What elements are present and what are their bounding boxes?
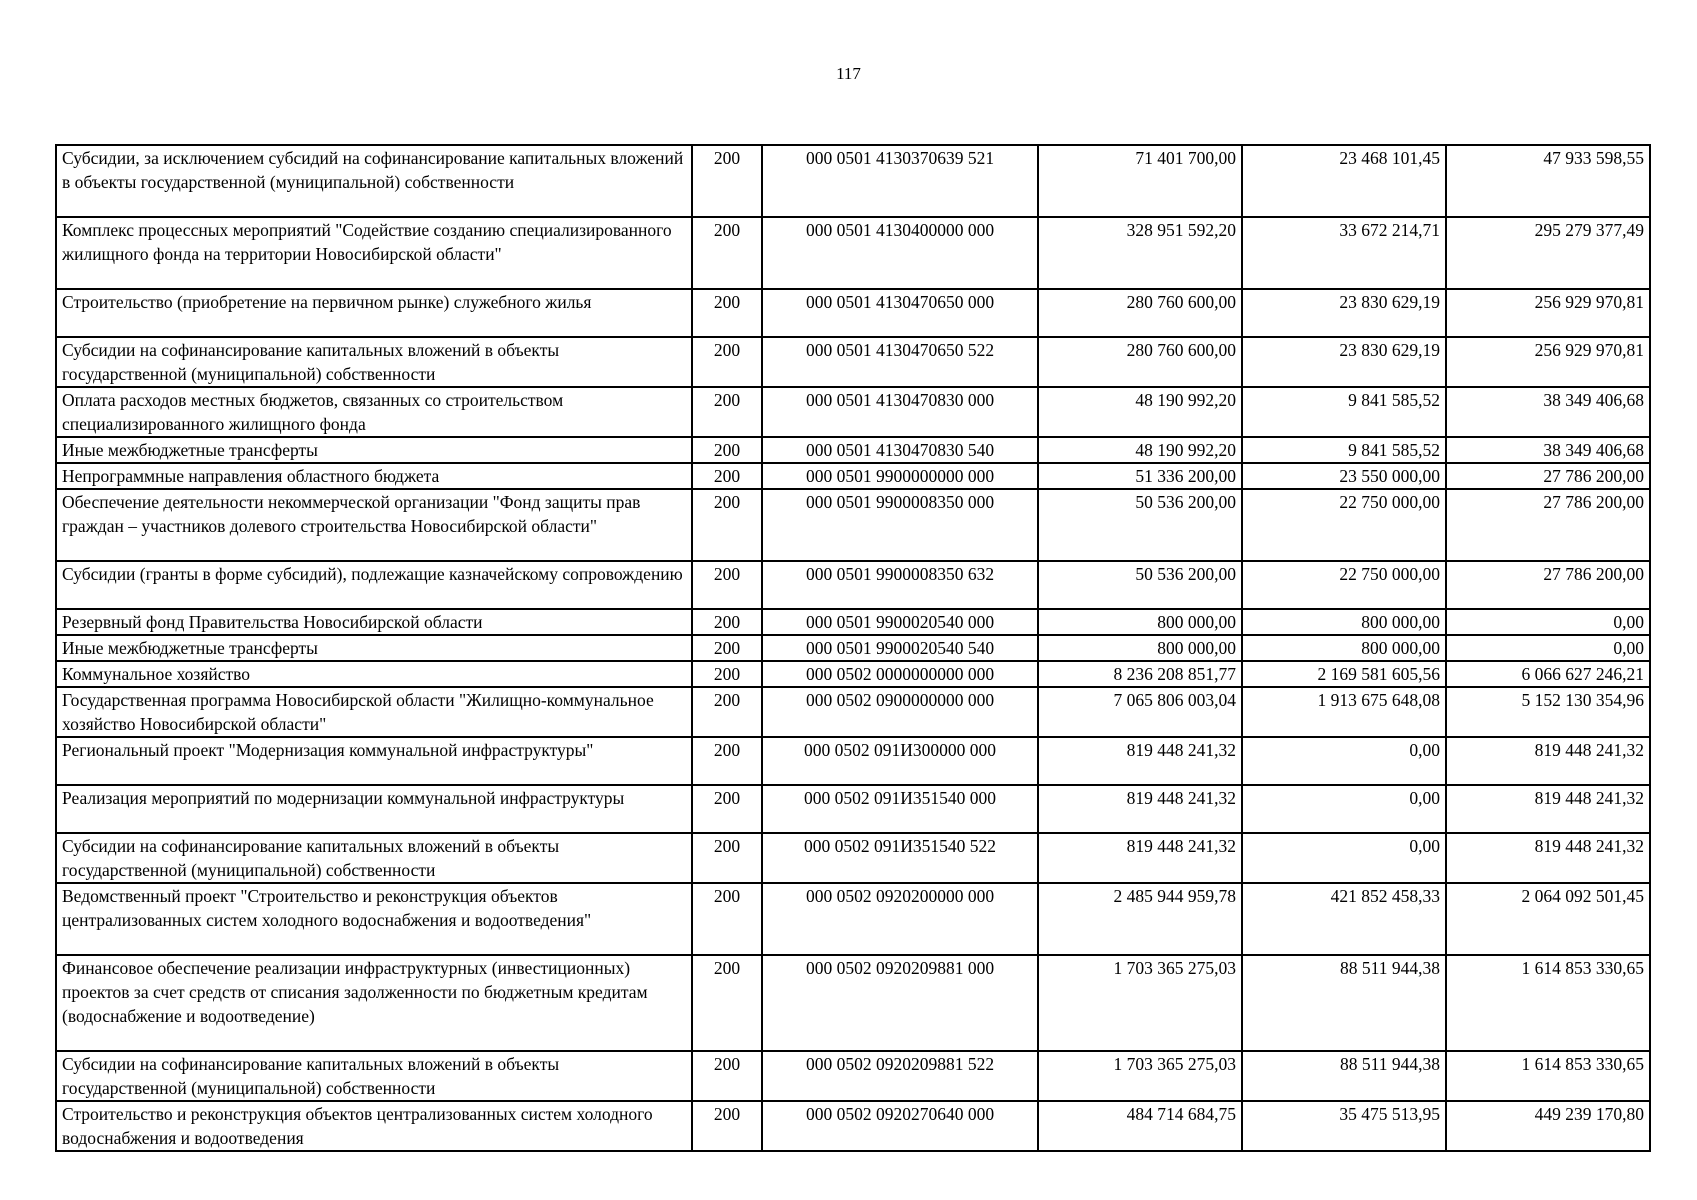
row-unexecuted-cell: 819 448 241,32 [1446,737,1650,785]
row-approved-cell: 50 536 200,00 [1038,489,1242,561]
row-code-cell: 200 [692,833,762,883]
row-approved-cell: 1 703 365 275,03 [1038,1051,1242,1101]
row-code-cell: 200 [692,785,762,833]
table-row [56,955,1650,1051]
row-classification-cell: 000 0501 9900000000 000 [762,463,1038,489]
row-code-cell: 200 [692,145,762,217]
row-name-cell: Резервный фонд Правительства Новосибирской области [56,609,692,635]
row-code-cell: 200 [692,1101,762,1151]
row-code-cell: 200 [692,561,762,609]
row-unexecuted-cell: 295 279 377,49 [1446,217,1650,289]
row-approved-cell: 280 760 600,00 [1038,289,1242,337]
budget-table-body [56,145,1650,1151]
row-code-cell: 200 [692,955,762,1051]
table-row [56,1101,1650,1151]
row-name-cell: Коммунальное хозяйство [56,661,692,687]
row-unexecuted-cell: 819 448 241,32 [1446,833,1650,883]
row-classification-cell: 000 0501 9900008350 000 [762,489,1038,561]
row-code-cell: 200 [692,737,762,785]
row-code-cell: 200 [692,687,762,737]
row-code-cell: 200 [692,289,762,337]
row-classification-cell: 000 0502 091И351540 522 [762,833,1038,883]
row-code-cell: 200 [692,463,762,489]
table-row [56,785,1650,833]
row-executed-cell: 9 841 585,52 [1242,387,1446,437]
row-classification-cell: 000 0502 0900000000 000 [762,687,1038,737]
row-unexecuted-cell: 38 349 406,68 [1446,437,1650,463]
row-unexecuted-cell: 2 064 092 501,45 [1446,883,1650,955]
row-classification-cell: 000 0502 0920200000 000 [762,883,1038,955]
table-row [56,661,1650,687]
row-approved-cell: 800 000,00 [1038,635,1242,661]
row-executed-cell: 35 475 513,95 [1242,1101,1446,1151]
table-row [56,561,1650,609]
row-approved-cell: 51 336 200,00 [1038,463,1242,489]
row-name-cell: Субсидии на софинансирование капитальных вложений в объекты государственной (муниципальной) собственности [56,833,692,883]
row-code-cell: 200 [692,1051,762,1101]
row-code-cell: 200 [692,635,762,661]
row-name-cell: Иные межбюджетные трансферты [56,635,692,661]
row-code-cell: 200 [692,609,762,635]
row-unexecuted-cell: 819 448 241,32 [1446,785,1650,833]
row-name-cell: Комплекс процессных мероприятий "Содействие созданию специализированного жилищного фонда на территории Новосибирской области" [56,217,692,289]
row-classification-cell: 000 0502 0920270640 000 [762,1101,1038,1151]
row-name-cell: Строительство и реконструкция объектов централизованных систем холодного водоснабжения и водоотведения [56,1101,692,1151]
row-unexecuted-cell: 1 614 853 330,65 [1446,955,1650,1051]
row-executed-cell: 800 000,00 [1242,609,1446,635]
table-row [56,337,1650,387]
row-name-cell: Обеспечение деятельности некоммерческой организации "Фонд защиты прав граждан – участников долевого строительства Новосибирской области" [56,489,692,561]
row-classification-cell: 000 0501 4130470650 000 [762,289,1038,337]
row-classification-cell: 000 0502 0920209881 000 [762,955,1038,1051]
row-approved-cell: 1 703 365 275,03 [1038,955,1242,1051]
row-executed-cell: 22 750 000,00 [1242,561,1446,609]
budget-table [55,144,1651,1152]
row-name-cell: Субсидии, за исключением субсидий на софинансирование капитальных вложений в объекты государственной (муниципальной) собственности [56,145,692,217]
row-approved-cell: 48 190 992,20 [1038,437,1242,463]
row-code-cell: 200 [692,489,762,561]
row-approved-cell: 819 448 241,32 [1038,785,1242,833]
row-name-cell: Финансовое обеспечение реализации инфраструктурных (инвестиционных) проектов за счет средств от списания задолженности по бюджетным кредитам (водоснабжение и водоотведение) [56,955,692,1051]
row-executed-cell: 33 672 214,71 [1242,217,1446,289]
table-row [56,635,1650,661]
row-name-cell: Непрограммные направления областного бюджета [56,463,692,489]
row-approved-cell: 280 760 600,00 [1038,337,1242,387]
table-row [56,437,1650,463]
row-unexecuted-cell: 256 929 970,81 [1446,337,1650,387]
row-executed-cell: 0,00 [1242,737,1446,785]
table-row [56,687,1650,737]
row-approved-cell: 2 485 944 959,78 [1038,883,1242,955]
table-row [56,463,1650,489]
row-name-cell: Строительство (приобретение на первичном рынке) служебного жилья [56,289,692,337]
row-unexecuted-cell: 27 786 200,00 [1446,463,1650,489]
table-row [56,289,1650,337]
row-classification-cell: 000 0502 091И300000 000 [762,737,1038,785]
row-executed-cell: 421 852 458,33 [1242,883,1446,955]
row-unexecuted-cell: 1 614 853 330,65 [1446,1051,1650,1101]
row-approved-cell: 484 714 684,75 [1038,1101,1242,1151]
row-unexecuted-cell: 0,00 [1446,635,1650,661]
row-classification-cell: 000 0501 9900008350 632 [762,561,1038,609]
row-classification-cell: 000 0501 9900020540 000 [762,609,1038,635]
row-approved-cell: 7 065 806 003,04 [1038,687,1242,737]
row-executed-cell: 22 750 000,00 [1242,489,1446,561]
row-unexecuted-cell: 47 933 598,55 [1446,145,1650,217]
table-row [56,489,1650,561]
row-classification-cell: 000 0501 4130400000 000 [762,217,1038,289]
row-unexecuted-cell: 449 239 170,80 [1446,1101,1650,1151]
row-code-cell: 200 [692,387,762,437]
row-executed-cell: 23 830 629,19 [1242,337,1446,387]
row-code-cell: 200 [692,437,762,463]
row-name-cell: Субсидии на софинансирование капитальных вложений в объекты государственной (муниципальной) собственности [56,337,692,387]
row-name-cell: Государственная программа Новосибирской области "Жилищно-коммунальное хозяйство Новосибирской области" [56,687,692,737]
row-executed-cell: 23 830 629,19 [1242,289,1446,337]
row-executed-cell: 2 169 581 605,56 [1242,661,1446,687]
row-unexecuted-cell: 256 929 970,81 [1446,289,1650,337]
row-name-cell: Ведомственный проект "Строительство и реконструкция объектов централизованных систем холодного водоснабжения и водоотведения" [56,883,692,955]
row-unexecuted-cell: 27 786 200,00 [1446,561,1650,609]
row-executed-cell: 0,00 [1242,785,1446,833]
row-name-cell: Субсидии (гранты в форме субсидий), подлежащие казначейскому сопровождению [56,561,692,609]
row-executed-cell: 23 550 000,00 [1242,463,1446,489]
row-unexecuted-cell: 27 786 200,00 [1446,489,1650,561]
table-row [56,145,1650,217]
row-code-cell: 200 [692,217,762,289]
row-executed-cell: 0,00 [1242,833,1446,883]
table-row [56,609,1650,635]
table-row [56,737,1650,785]
row-name-cell: Оплата расходов местных бюджетов, связанных со строительством специализированного жилищного фонда [56,387,692,437]
row-classification-cell: 000 0502 0920209881 522 [762,1051,1038,1101]
row-name-cell: Иные межбюджетные трансферты [56,437,692,463]
row-approved-cell: 819 448 241,32 [1038,737,1242,785]
row-classification-cell: 000 0501 9900020540 540 [762,635,1038,661]
table-row [56,1051,1650,1101]
table-row [56,883,1650,955]
row-classification-cell: 000 0501 4130470830 000 [762,387,1038,437]
row-name-cell: Реализация мероприятий по модернизации коммунальной инфраструктуры [56,785,692,833]
row-executed-cell: 23 468 101,45 [1242,145,1446,217]
row-name-cell: Субсидии на софинансирование капитальных вложений в объекты государственной (муниципальной) собственности [56,1051,692,1101]
row-unexecuted-cell: 6 066 627 246,21 [1446,661,1650,687]
page-number: 117 [836,64,861,83]
row-executed-cell: 88 511 944,38 [1242,955,1446,1051]
row-classification-cell: 000 0502 0000000000 000 [762,661,1038,687]
row-code-cell: 200 [692,661,762,687]
row-executed-cell: 88 511 944,38 [1242,1051,1446,1101]
row-classification-cell: 000 0501 4130470830 540 [762,437,1038,463]
row-executed-cell: 9 841 585,52 [1242,437,1446,463]
table-row [56,833,1650,883]
row-approved-cell: 819 448 241,32 [1038,833,1242,883]
row-executed-cell: 800 000,00 [1242,635,1446,661]
row-unexecuted-cell: 0,00 [1446,609,1650,635]
row-approved-cell: 800 000,00 [1038,609,1242,635]
row-approved-cell: 71 401 700,00 [1038,145,1242,217]
row-approved-cell: 50 536 200,00 [1038,561,1242,609]
row-name-cell: Региональный проект "Модернизация коммунальной инфраструктуры" [56,737,692,785]
row-unexecuted-cell: 5 152 130 354,96 [1446,687,1650,737]
row-code-cell: 200 [692,337,762,387]
row-classification-cell: 000 0501 4130470650 522 [762,337,1038,387]
table-row [56,387,1650,437]
row-approved-cell: 328 951 592,20 [1038,217,1242,289]
row-executed-cell: 1 913 675 648,08 [1242,687,1446,737]
row-approved-cell: 48 190 992,20 [1038,387,1242,437]
row-classification-cell: 000 0502 091И351540 000 [762,785,1038,833]
row-classification-cell: 000 0501 4130370639 521 [762,145,1038,217]
row-code-cell: 200 [692,883,762,955]
row-unexecuted-cell: 38 349 406,68 [1446,387,1650,437]
row-approved-cell: 8 236 208 851,77 [1038,661,1242,687]
table-row [56,217,1650,289]
